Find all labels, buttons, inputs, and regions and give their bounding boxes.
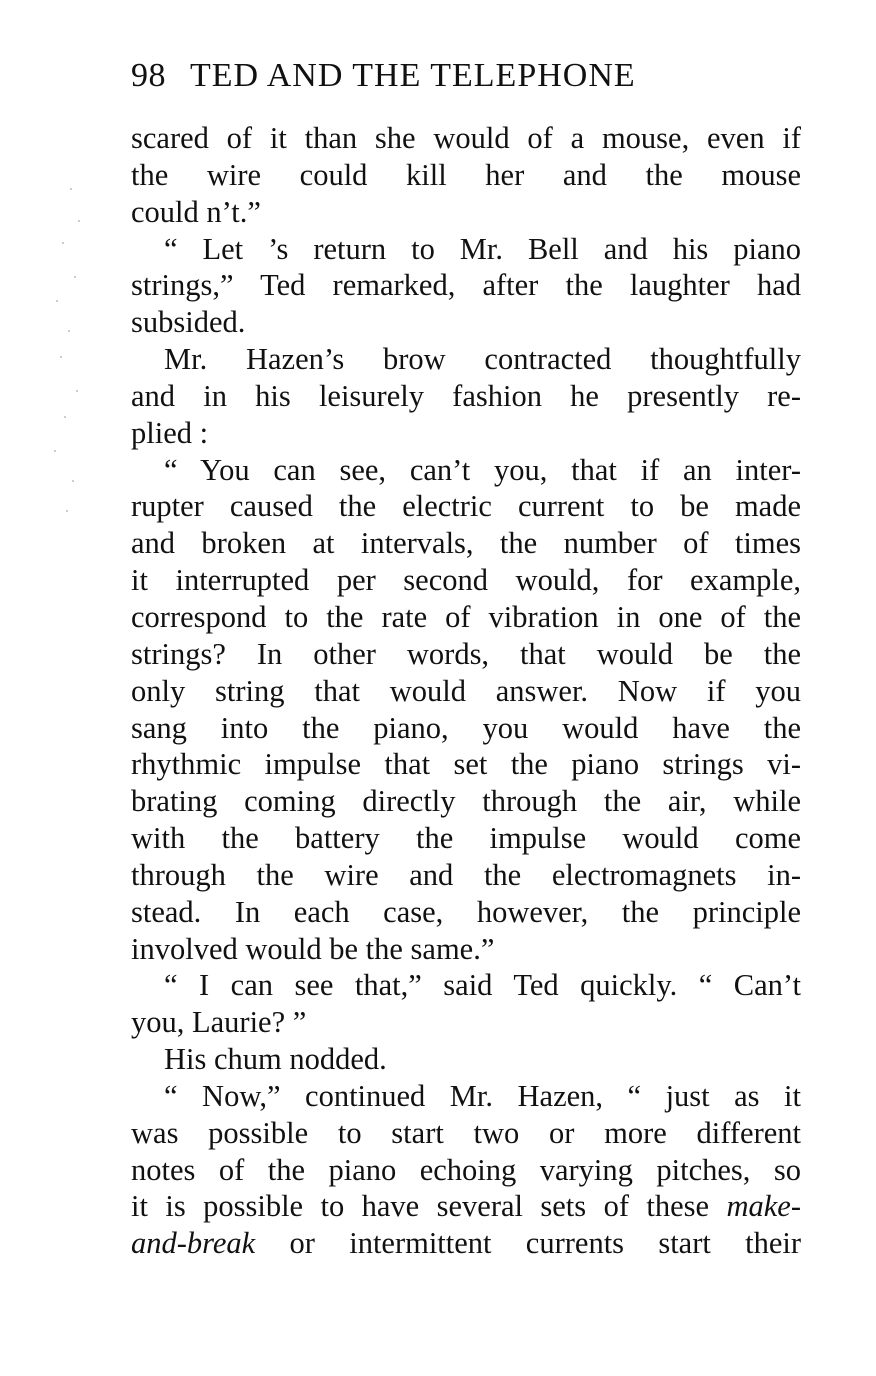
text-line: you, Laurie? ” bbox=[131, 1005, 307, 1040]
text-line: through the wire and the electromagnets in- bbox=[131, 857, 801, 892]
text-line: subsided. bbox=[131, 305, 246, 340]
italic-term: and-break bbox=[131, 1226, 256, 1261]
page-header bbox=[131, 54, 731, 98]
text-line: could n’t.” bbox=[131, 194, 261, 229]
text-line: correspond to the rate of vibration in one of the bbox=[131, 599, 801, 634]
running-title: TED AND THE TELEPHONE bbox=[190, 57, 636, 94]
text-line: “ Now,” continued Mr. Hazen, “ just as it bbox=[164, 1078, 801, 1113]
text-line bbox=[131, 1188, 801, 1225]
text-line: and broken at intervals, the number of times bbox=[131, 526, 801, 561]
text-span: it is possible to have several sets of these bbox=[131, 1189, 710, 1224]
body-text bbox=[131, 120, 801, 1262]
text-line: only string that would answer. Now if you bbox=[131, 673, 801, 708]
italic-term: make- bbox=[726, 1189, 801, 1224]
text-line: plied : bbox=[131, 415, 209, 450]
text-line: “ You can see, can’t you, that if an inter- bbox=[164, 452, 801, 487]
margin-specks bbox=[48, 180, 98, 540]
text-line: stead. In each case, however, the principle bbox=[131, 894, 801, 929]
text-line: “ Let ’s return to Mr. Bell and his piano bbox=[164, 231, 801, 266]
text-line: “ I can see that,” said Ted quickly. “ Can’t bbox=[164, 968, 801, 1003]
text-line: involved would be the same.” bbox=[131, 931, 495, 966]
text-line: the wire could kill her and the mouse bbox=[131, 157, 801, 192]
text-line: Mr. Hazen’s brow contracted thoughtfully bbox=[164, 342, 801, 377]
text-line: with the battery the impulse would come bbox=[131, 821, 801, 856]
text-span: or intermittent currents start their bbox=[289, 1226, 802, 1261]
text-line: notes of the piano echoing varying pitches, so bbox=[131, 1152, 801, 1187]
text-line: strings? In other words, that would be the bbox=[131, 636, 801, 671]
text-line: sang into the piano, you would have the bbox=[131, 710, 801, 745]
text-line: rhythmic impulse that set the piano strings vi- bbox=[131, 747, 801, 782]
page-number: 98 bbox=[131, 57, 166, 94]
text-line: brating coming directly through the air, while bbox=[131, 784, 801, 819]
text-line: was possible to start two or more different bbox=[131, 1115, 801, 1150]
text-line: scared of it than she would of a mouse, even if bbox=[131, 121, 801, 155]
text-line: and in his leisurely fashion he presently re- bbox=[131, 378, 801, 413]
text-line: His chum nodded. bbox=[164, 1042, 387, 1077]
text-line: rupter caused the electric current to be made bbox=[131, 489, 801, 524]
text-line bbox=[131, 1225, 801, 1262]
text-line: strings,” Ted remarked, after the laughter had bbox=[131, 268, 801, 303]
text-line: it interrupted per second would, for example, bbox=[131, 563, 801, 598]
